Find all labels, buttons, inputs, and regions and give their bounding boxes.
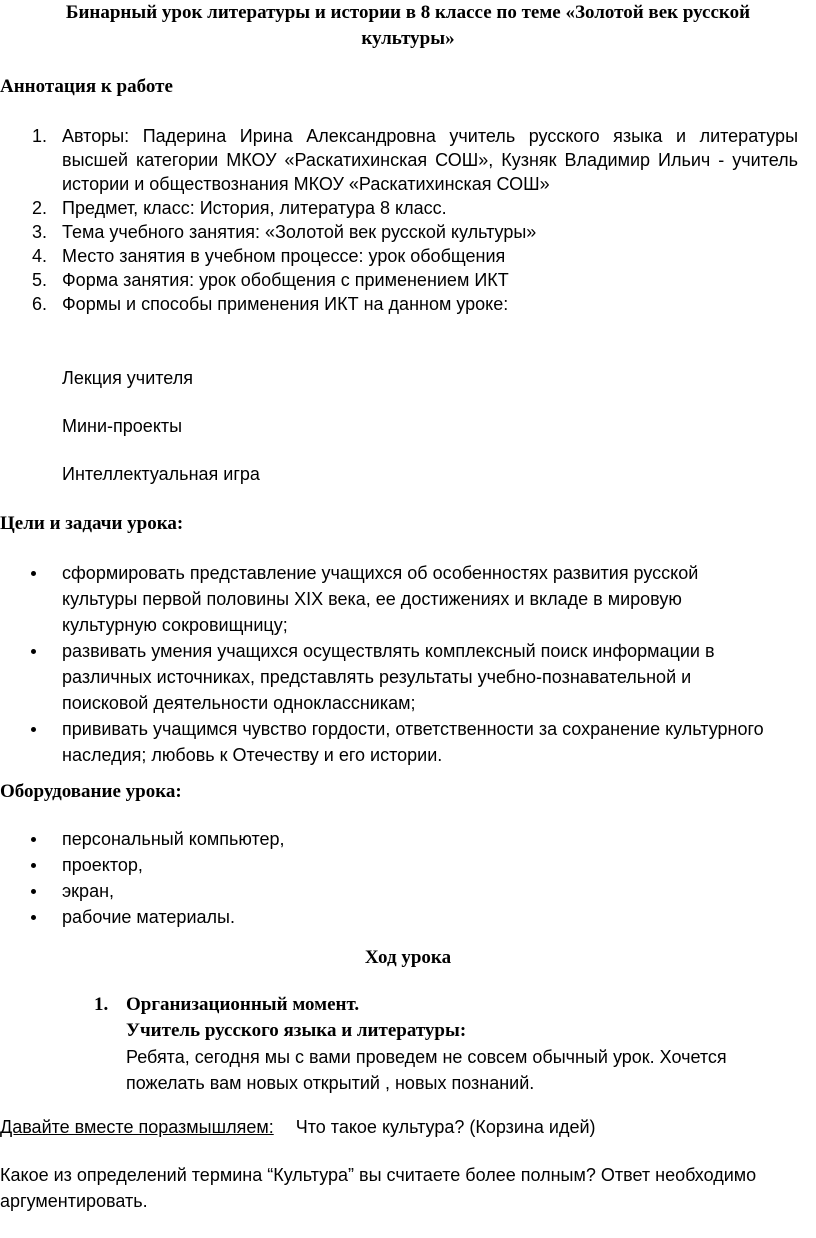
bullet-icon xyxy=(31,915,36,920)
annotation-item xyxy=(0,220,798,244)
annotation-item xyxy=(0,124,798,196)
annotation-item-number: 3. xyxy=(32,222,48,242)
annotation-item xyxy=(0,292,798,316)
annotation-item xyxy=(0,244,798,268)
final-line-2: аргументировать. xyxy=(0,1191,148,1211)
goal-line: поисковой деятельности одноклассникам; xyxy=(62,693,416,713)
bullet-icon xyxy=(31,571,36,576)
equipment-heading: Оборудование урока: xyxy=(0,781,182,802)
goal-item xyxy=(0,638,816,716)
annotation-item-number: 6. xyxy=(32,294,48,314)
title-line-1: Бинарный урок литературы и истории в 8 классе по теме «Золотой век русской xyxy=(65,2,751,23)
annotation-item-text: Предмет, класс: История, литература 8 класс. xyxy=(62,198,447,218)
annotation-item-text: Формы и способы применения ИКТ на данном уроке: xyxy=(62,294,509,314)
bullet-icon xyxy=(31,863,36,868)
equipment-text: проектор, xyxy=(62,855,143,875)
annotation-item-number: 5. xyxy=(32,270,48,290)
document-title xyxy=(0,0,816,52)
stage-teacher: Учитель русского языка и литературы: xyxy=(126,1020,467,1041)
goal-item xyxy=(0,716,816,768)
bullet-icon xyxy=(31,837,36,842)
equipment-list xyxy=(0,826,816,930)
lesson-heading: Ход урока xyxy=(364,947,452,968)
final-line-1: Какое из определений термина “Культура” вы считаете более полным? Ответ необходимо xyxy=(0,1165,757,1185)
title-line-2: культуры» xyxy=(361,28,455,49)
stage-text-line: Ребята, сегодня мы с вами проведем не совсем обычный урок. Хочется xyxy=(126,1047,727,1067)
goal-line: различных источниках, представлять результаты учебно-познавательной и xyxy=(62,667,692,687)
ikt-form-mini-projects: Мини-проекты xyxy=(62,416,183,436)
annotation-item xyxy=(0,196,798,220)
goal-line: культурную сокровищницу; xyxy=(62,615,288,635)
stage-title: Организационный момент. xyxy=(126,994,360,1015)
goal-line: сформировать представление учащихся об особенностях развития русской xyxy=(62,563,699,583)
goals-heading: Цели и задачи урока: xyxy=(0,513,184,534)
reflect-label: Давайте вместе поразмышляем: xyxy=(0,1117,274,1137)
stage-number: 1. xyxy=(94,994,109,1015)
annotation-item-number: 1. xyxy=(32,126,48,146)
annotation-item-text: Место занятия в учебном процессе: урок обобщения xyxy=(62,246,506,266)
equipment-text: рабочие материалы. xyxy=(62,907,235,927)
annotation-item-text: Авторы: Падерина Ирина Александровна учитель русского языка и литературы высшей категории МКОУ «Раскатихинская СОШ», Кузняк Владимир Ильич - учитель истории и обществознания МКОУ «Раскатихинская СОШ» xyxy=(62,126,798,194)
annotation-item-number: 2. xyxy=(32,198,48,218)
stage-text-line: пожелать вам новых открытий , новых познаний. xyxy=(126,1073,535,1093)
final-paragraph xyxy=(0,1162,816,1214)
annotation-heading: Аннотация к работе xyxy=(0,76,173,97)
goal-line: наследия; любовь к Отечеству и его истории. xyxy=(62,745,443,765)
equipment-item xyxy=(0,878,816,904)
equipment-text: экран, xyxy=(62,881,115,901)
reflect-paragraph xyxy=(0,1114,816,1140)
equipment-item xyxy=(0,904,816,930)
goal-line: прививать учащимся чувство гордости, ответственности за сохранение культурного xyxy=(62,719,764,739)
equipment-text: персональный компьютер, xyxy=(62,829,285,849)
bullet-icon xyxy=(31,727,36,732)
ikt-form-game: Интеллектуальная игра xyxy=(62,464,260,484)
annotation-item-text: Форма занятия: урок обобщения с применением ИКТ xyxy=(62,270,509,290)
equipment-item xyxy=(0,826,816,852)
annotation-item-text: Тема учебного занятия: «Золотой век русской культуры» xyxy=(62,222,537,242)
bullet-icon xyxy=(31,649,36,654)
annotation-item xyxy=(0,268,798,292)
goal-line: развивать умения учащихся осуществлять комплексный поиск информации в xyxy=(62,641,715,661)
goal-line: культуры первой половины XIX века, ее достижениях и вкладе в мировую xyxy=(62,589,682,609)
annotation-list xyxy=(0,124,798,316)
ikt-form-lecture: Лекция учителя xyxy=(62,368,193,388)
annotation-item-number: 4. xyxy=(32,246,48,266)
goals-list xyxy=(0,560,816,768)
bullet-icon xyxy=(31,889,36,894)
stage-body xyxy=(126,992,786,1096)
goal-item xyxy=(0,560,816,638)
reflect-question: Что такое культура? (Корзина идей) xyxy=(295,1117,596,1137)
equipment-item xyxy=(0,852,816,878)
